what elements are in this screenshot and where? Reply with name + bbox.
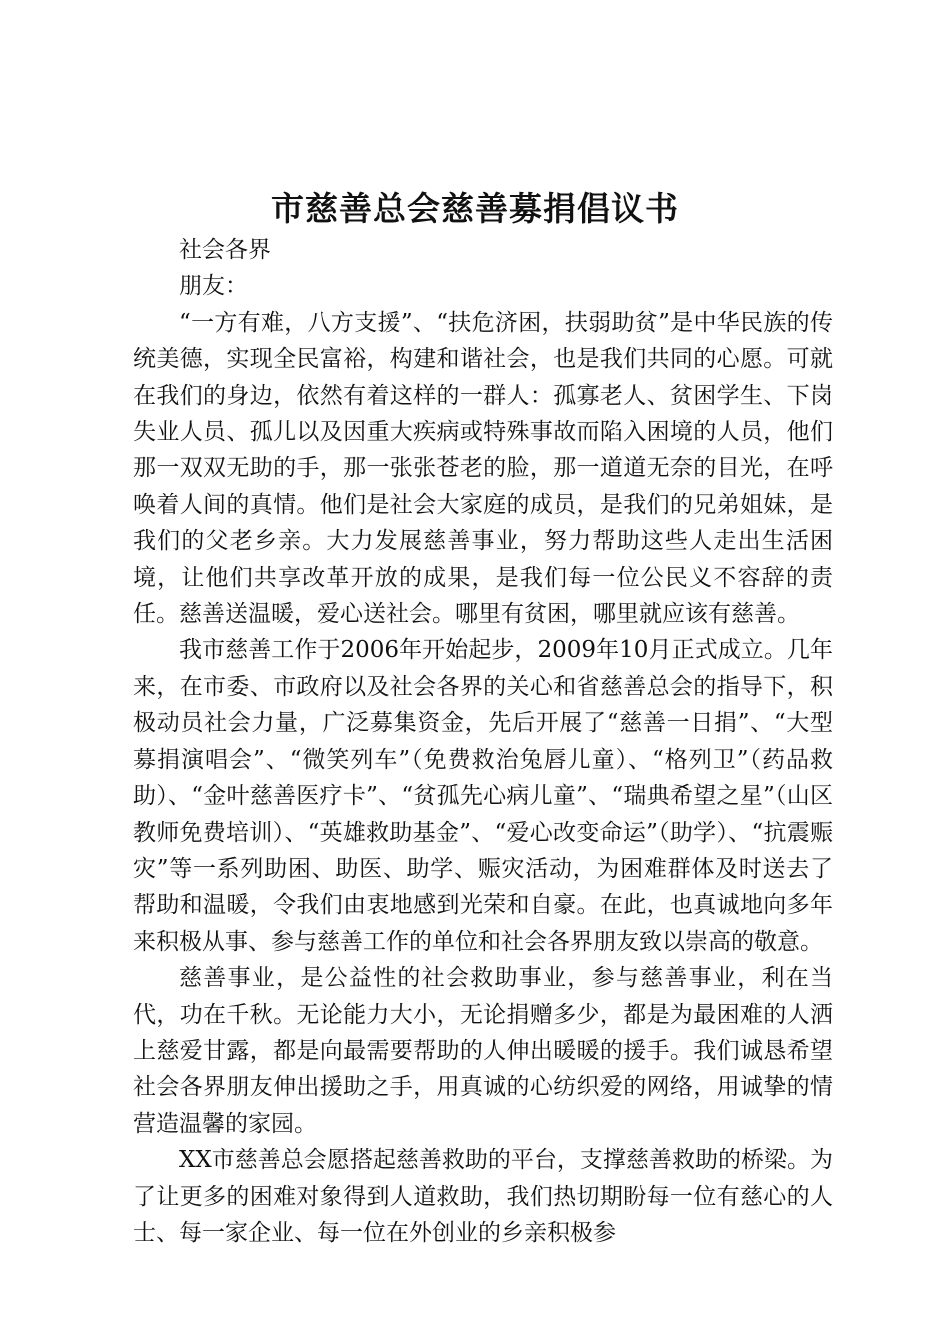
paragraph-charity-cause: 慈善事业，是公益性的社会救助事业，参与慈善事业，利在当代，功在千秋。无论能力大小，无论捐赠多少，都是为最困难的人洒上慈爱甘露，都是向最需要帮助的人伸出暖暖的援手。我们诚恳希望社会各界朋友伸出援助之手，用真诚的心纺织爱的网络，用诚挚的情营造温馨的家园。 bbox=[133, 965, 833, 1137]
paragraph-history: 我市慈善工作于2006年开始起步，2009年10月正式成立。几年来，在市委、市政府以及社会各界的关心和省慈善总会的指导下，积极动员社会力量，广泛募集资金，先后开展了“慈善一日捐”、“大型募捐演唱会”、“微笑列车”（免费救治兔唇儿童）、“格列卫”（药品救助）、“金叶慈善医疗卡”、“贫孤先心病儿童”、“瑞典希望之星”（山区教师免费培训）、“英雄救助基金”、“爱心改变命运”（助学）、“抗震赈灾”等一系列助困、助医、助学、赈灾活动，为困难群体及时送去了帮助和温暖，令我们由衷地感到光荣和自豪。在此，也真诚地向多年来积极从事、参与慈善工作的单位和社会各界朋友致以崇高的敬意。 bbox=[133, 637, 833, 955]
document-body bbox=[133, 232, 833, 1251]
document-title: 市慈善总会慈善募捐倡议书 bbox=[271, 189, 679, 228]
salutation-line-2: 朋友： bbox=[179, 273, 248, 300]
paragraph-intro: “一方有难，八方支援”、“扶危济困，扶弱助贫”是中华民族的传统美德，实现全民富裕，构建和谐社会，也是我们共同的心愿。可就在我们的身边，依然有着这样的一群人：孤寡老人、贫困学生、下岗失业人员、孤儿以及因重大疾病或特殊事故而陷入困境的人员，他们那一双双无助的手，那一张张苍老的脸，那一道道无奈的目光，在呼唤着人间的真情。他们是社会大家庭的成员，是我们的兄弟姐妹，是我们的父老乡亲。大力发展慈善事业，努力帮助这些人走出生活困境，让他们共享改革开放的成果，是我们每一位公民义不容辞的责任。慈善送温暖，爱心送社会。哪里有贫困，哪里就应该有慈善。 bbox=[133, 309, 833, 628]
paragraph-appeal: XX市慈善总会愿搭起慈善救助的平台，支撑慈善救助的桥梁。为了让更多的困难对象得到人道救助，我们热切期盼每一位有慈心的人士、每一家企业、每一位在外创业的乡亲积极参 bbox=[133, 1147, 833, 1246]
salutation-line-1: 社会各界 bbox=[179, 237, 271, 263]
